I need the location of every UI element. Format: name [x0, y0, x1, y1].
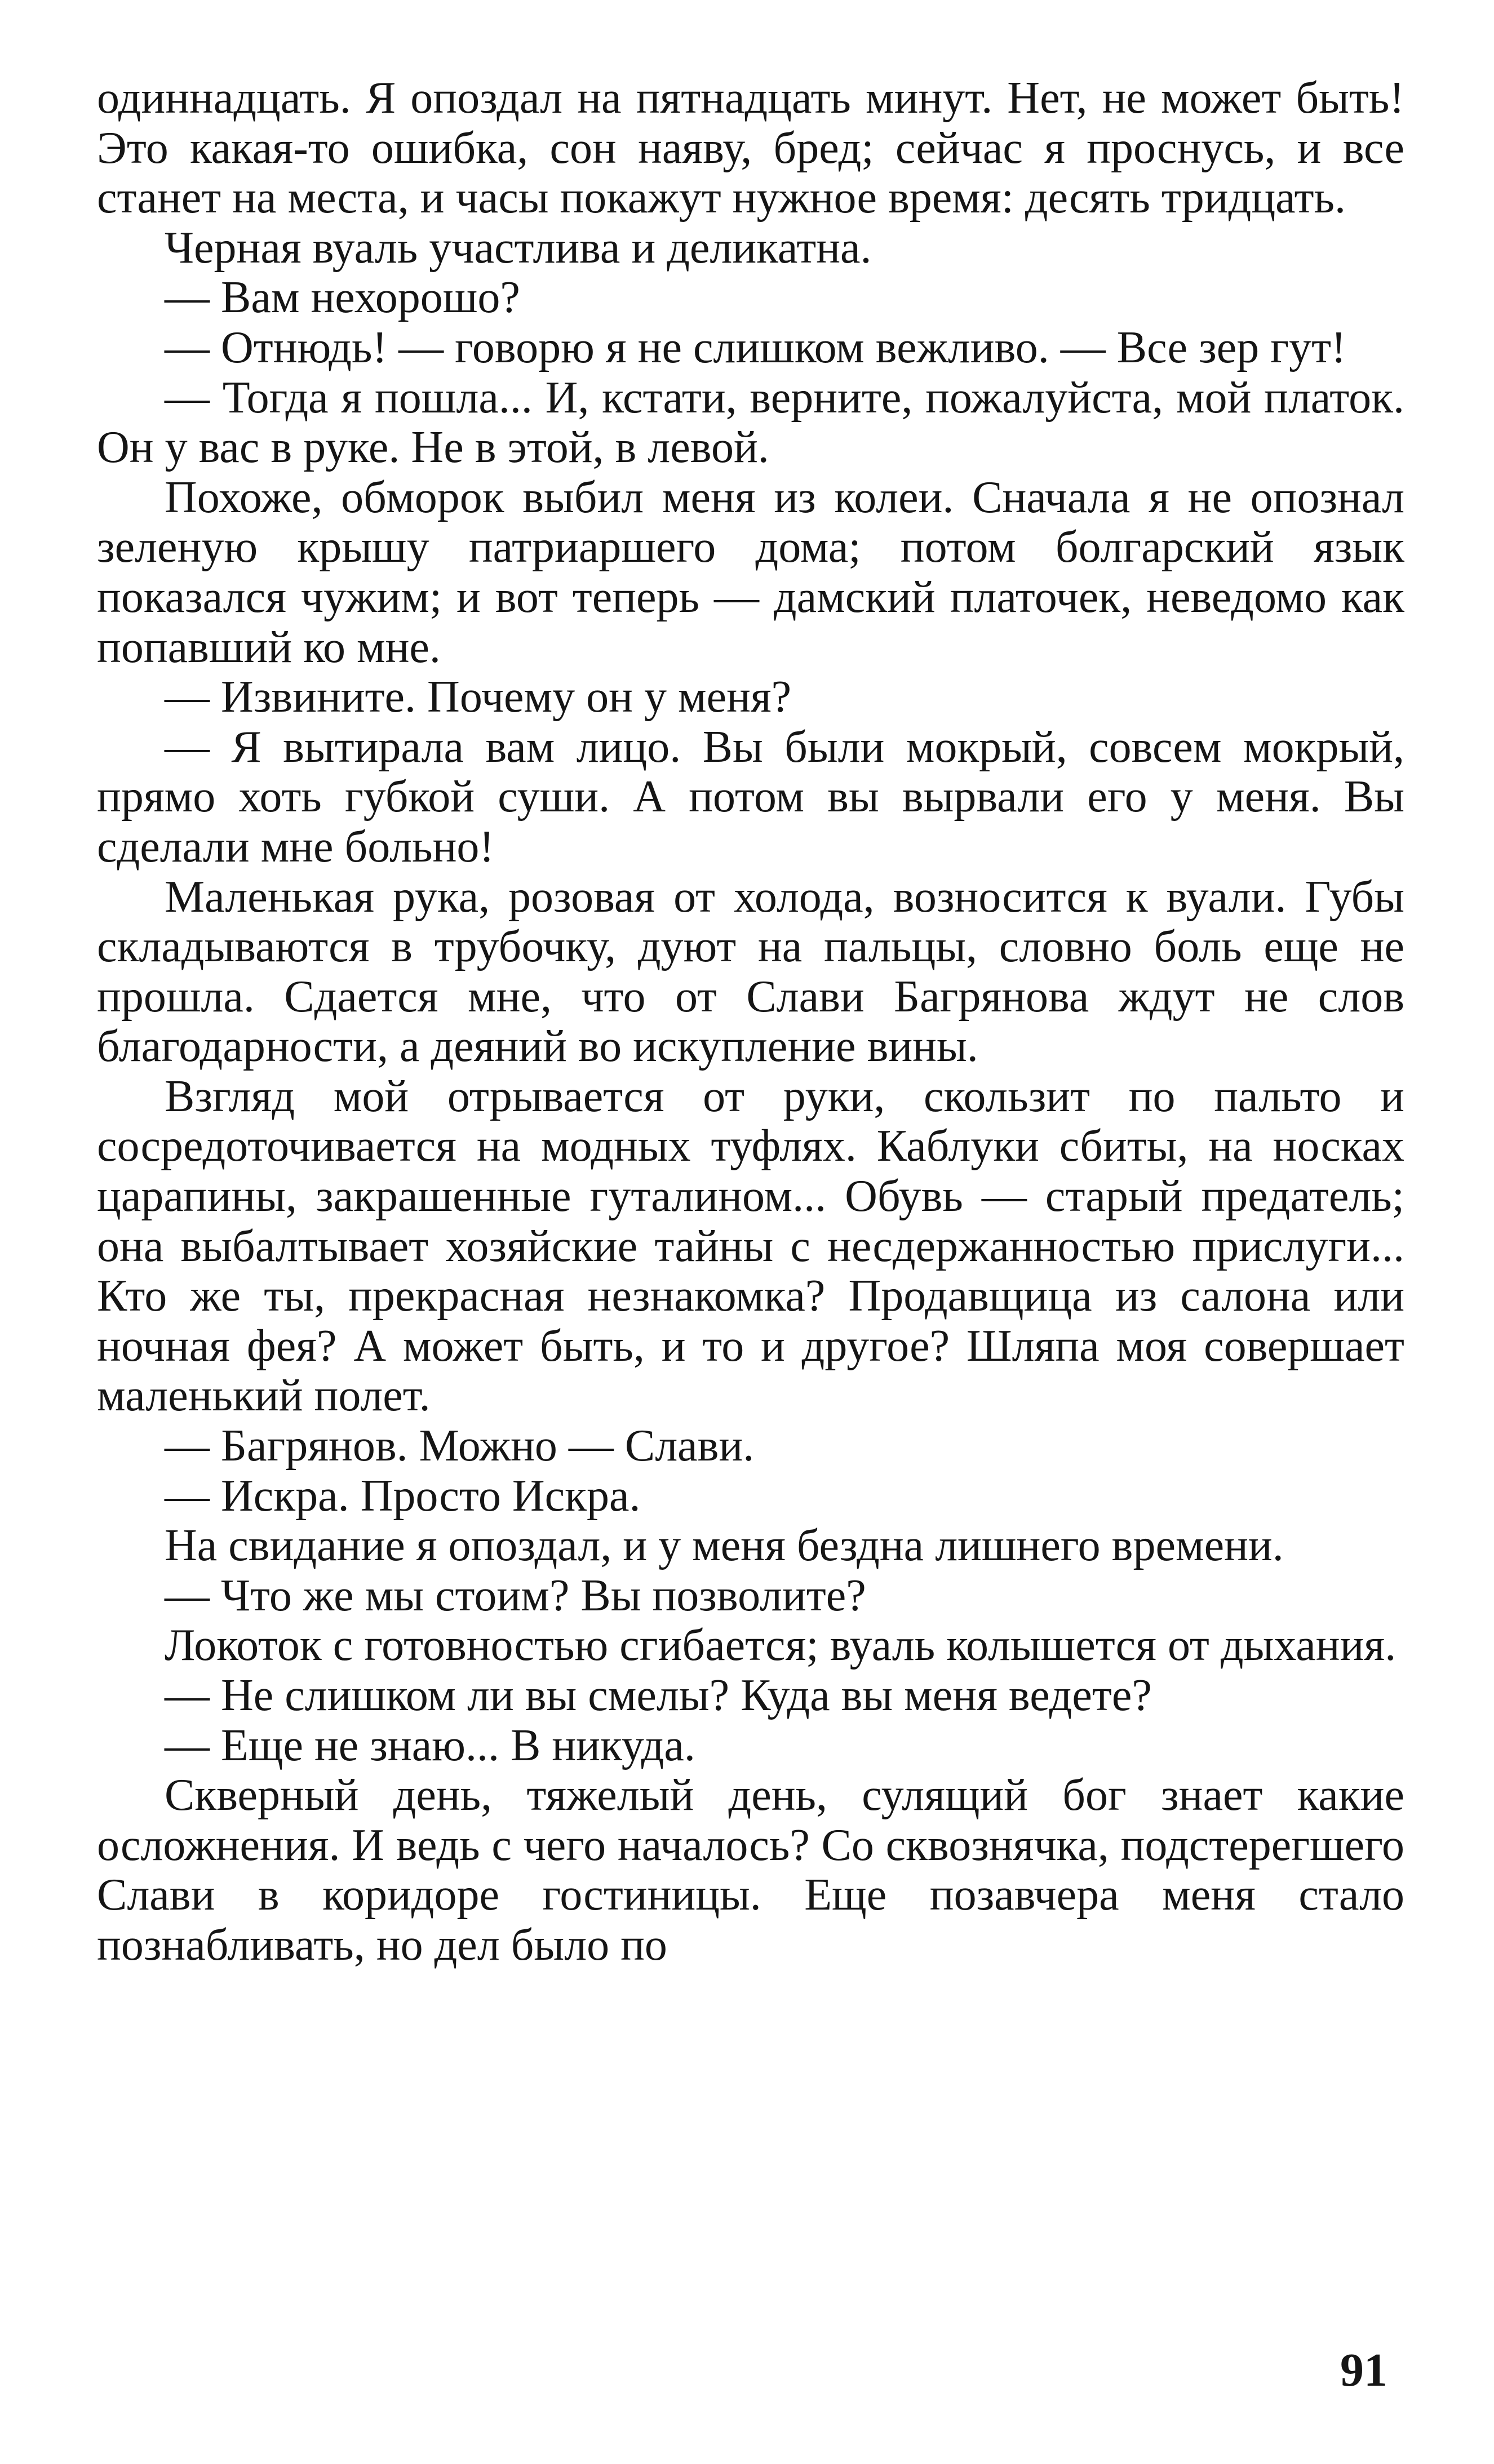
paragraph-6: Похоже, обморок выбил меня из колеи. Сначала я не опознал зеленую крышу патриаршего дома; потом болгарский язык показался чужим; и вот теперь — дамский платочек, неведомо как попавший ко мне. — [97, 472, 1404, 672]
paragraph-17: — Еще не знаю... В никуда. — [165, 1720, 695, 1770]
paragraph-13: На свидание я опоздал, и у меня бездна лишнего времени. — [165, 1521, 1284, 1571]
paragraph-2: Черная вуаль участлива и деликатна. — [165, 223, 872, 273]
paragraph-10: Взгляд мой отрывается от руки, скользит по пальто и сосредоточивается на модных туфлях. Каблуки сбиты, на носках царапины, закрашенные гуталином... Обувь — старый предатель; она выбалтывает хозяйские тайны с несдержанностью прислуги... Кто же ты, прекрасная незнакомка? Продавщица из салона или ночная фея? А может быть, и то и другое? Шляпа моя совершает маленький полет. — [97, 1071, 1404, 1421]
paragraph-11: — Багрянов. Можно — Слави. — [165, 1421, 755, 1471]
paragraph-18: Скверный день, тяжелый день, сулящий бог знает какие осложнения. И ведь с чего началось? Со сквознячка, подстерегшего Слави в коридоре гостиницы. Еще позавчера меня стало познабливать, но дел было по — [97, 1770, 1404, 1970]
paragraph-7: — Извините. Почему он у меня? — [165, 672, 792, 722]
page-number: 91 — [1340, 2344, 1387, 2396]
paragraph-4: — Отнюдь! — говорю я не слишком вежливо. — Все зер гут! — [165, 322, 1346, 372]
paragraph-14: — Что же мы стоим? Вы позволите? — [165, 1570, 866, 1621]
paragraph-1: одиннадцать. Я опоздал на пятнадцать минут. Нет, не может быть! Это какая-то ошибка, сон наяву, бред; сейчас я проснусь, и все станет на места, и часы покажут нужное время: десять тридцать. — [97, 73, 1404, 223]
paragraph-12: — Искра. Просто Искра. — [165, 1471, 641, 1521]
paragraph-16: — Не слишком ли вы смелы? Куда вы меня ведете? — [165, 1671, 1152, 1720]
paragraph-3: — Вам нехорошо? — [165, 273, 520, 323]
paragraph-9: Маленькая рука, розовая от холода, возносится к вуали. Губы складываются в трубочку, дуют на пальцы, словно боль еще не прошла. Сдается мне, что от Слави Багрянова ждут не слов благодарности, а деяний во искупление вины. — [97, 872, 1404, 1072]
paragraph-5: — Тогда я пошла... И, кстати, верните, пожалуйста, мой платок. Он у вас в руке. Не в этой, в левой. — [97, 372, 1404, 473]
paragraph-15: Локоток с готовностью сгибается; вуаль колышется от дыхания. — [165, 1621, 1397, 1671]
page-text — [97, 73, 1404, 1970]
paragraph-8: — Я вытирала вам лицо. Вы были мокрый, совсем мокрый, прямо хоть губкой суши. А потом вы вырвали его у меня. Вы сделали мне больно! — [97, 722, 1404, 872]
